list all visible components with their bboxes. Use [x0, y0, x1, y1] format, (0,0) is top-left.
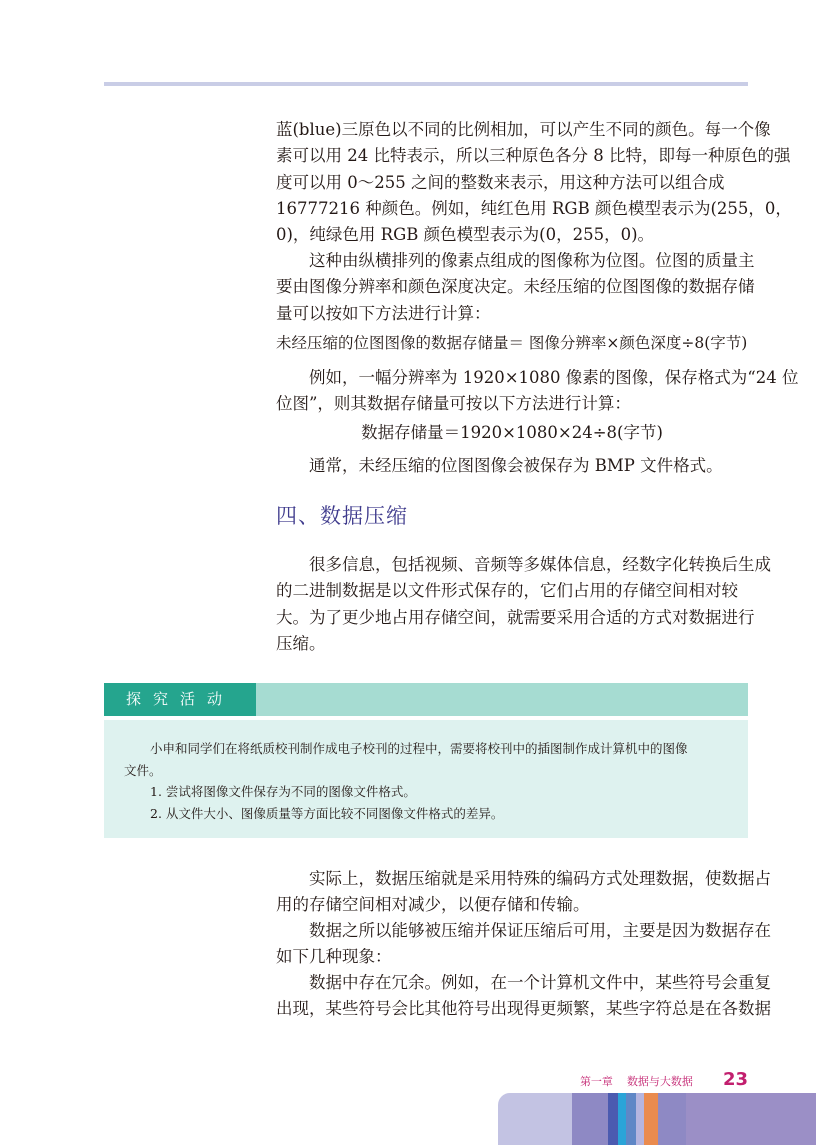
- text-line: 实际上，数据压缩就是采用特殊的编码方式处理数据，使数据占: [309, 869, 771, 888]
- footer-title: 数据与大数据: [626, 1075, 693, 1088]
- section-heading: 四、数据压缩: [276, 504, 408, 528]
- paragraph-bmp: [276, 453, 748, 479]
- text-line: 这种由纵横排列的像素点组成的图像称为位图。位图的质量主: [309, 251, 755, 270]
- text-line: 要由图像分辨率和颜色深度决定。未经压缩的位图图像的数据存储: [276, 277, 755, 297]
- text-line: 用的存储空间相对减少，以便存储和传输。: [276, 895, 590, 915]
- decorative-bar: [644, 1093, 658, 1145]
- page-footer: [580, 1069, 748, 1090]
- paragraph-redundancy: [276, 970, 771, 1023]
- paragraph-rgb-colors: [276, 117, 792, 248]
- activity-intro-line: 文件。: [124, 762, 162, 778]
- paragraph-compression-reason: [276, 918, 771, 971]
- text-line: 度可以用 0～255 之间的整数来表示，用这种方法可以组合成: [276, 172, 725, 192]
- activity-label: 探究活动: [104, 683, 256, 716]
- decorative-bar: [618, 1093, 626, 1145]
- formula-bitmap-storage: [276, 330, 748, 356]
- decorative-bar: [608, 1093, 618, 1145]
- paragraph-compression-def: [276, 866, 771, 919]
- decorative-bar: [572, 1093, 608, 1145]
- text-line: 素可以用 24 比特表示，所以三种原色各分 8 比特，即每一种原色的强: [276, 146, 791, 166]
- activity-item: 2. 从文件大小、图像质量等方面比较不同图像文件格式的差异。: [150, 805, 504, 821]
- formula-example: [276, 420, 748, 446]
- text-line: 压缩。: [276, 633, 326, 653]
- top-rule: [104, 82, 748, 86]
- text-line: 量可以按如下方法进行计算：: [276, 303, 491, 323]
- formula-text: 未经压缩的位图图像的数据存储量＝ 图像分辨率×颜色深度÷8(字节): [276, 334, 748, 352]
- text-line: 位图”，则其数据存储量可按以下方法进行计算：: [276, 394, 631, 414]
- decorative-bar: [686, 1093, 816, 1145]
- text-line: 0)，纯绿色用 RGB 颜色模型表示为(0，255，0)。: [276, 225, 655, 245]
- activity-item: 1. 尝试将图像文件保存为不同的图像文件格式。: [150, 784, 416, 799]
- decorative-bar: [498, 1093, 572, 1145]
- activity-header: [104, 683, 748, 716]
- paragraph-compression-intro: [276, 552, 771, 657]
- activity-box: [104, 720, 748, 838]
- paragraph-example: [276, 365, 799, 418]
- text-line: 16777216 种颜色。例如，纯红色用 RGB 颜色模型表示为(255，0，: [276, 198, 792, 218]
- activity-text: [124, 738, 736, 824]
- decorative-bar: [626, 1093, 636, 1145]
- text-line: 蓝(blue)三原色以不同的比例相加，可以产生不同的颜色。每一个像: [276, 120, 771, 139]
- text-line: 很多信息，包括视频、音频等多媒体信息，经数字化转换后生成: [309, 555, 771, 574]
- footer-chapter: 第一章: [579, 1075, 613, 1088]
- text-line: 的二进制数据是以文件形式保存的，它们占用的存储空间相对较: [276, 581, 738, 601]
- text-line: 大。为了更少地占用存储空间，就需要采用合适的方式对数据进行: [276, 607, 755, 627]
- decorative-bar: [636, 1093, 644, 1145]
- text-line: 例如，一幅分辨率为 1920×1080 像素的图像，保存格式为“24 位: [309, 368, 799, 387]
- text-line: 出现，某些符号会比其他符号出现得更频繁，某些字符总是在各数据: [276, 999, 771, 1019]
- text-line: 数据中存在冗余。例如，在一个计算机文件中，某些符号会重复: [309, 973, 771, 992]
- page-number: 23: [722, 1069, 748, 1090]
- text-line: 数据之所以能够被压缩并保证压缩后可用，主要是因为数据存在: [309, 921, 771, 940]
- text-line: 如下几种现象：: [276, 947, 392, 967]
- activity-intro-line: 小申和同学们在将纸质校刊制作成电子校刊的过程中，需要将校刊中的插图制作成计算机中的图像: [150, 741, 688, 756]
- decorative-bar: [658, 1093, 686, 1145]
- formula-text: 数据存储量＝1920×1080×24÷8(字节): [361, 423, 663, 442]
- paragraph-bitmap: [276, 248, 755, 327]
- text-line: 通常，未经压缩的位图图像会被保存为 BMP 文件格式。: [309, 456, 723, 475]
